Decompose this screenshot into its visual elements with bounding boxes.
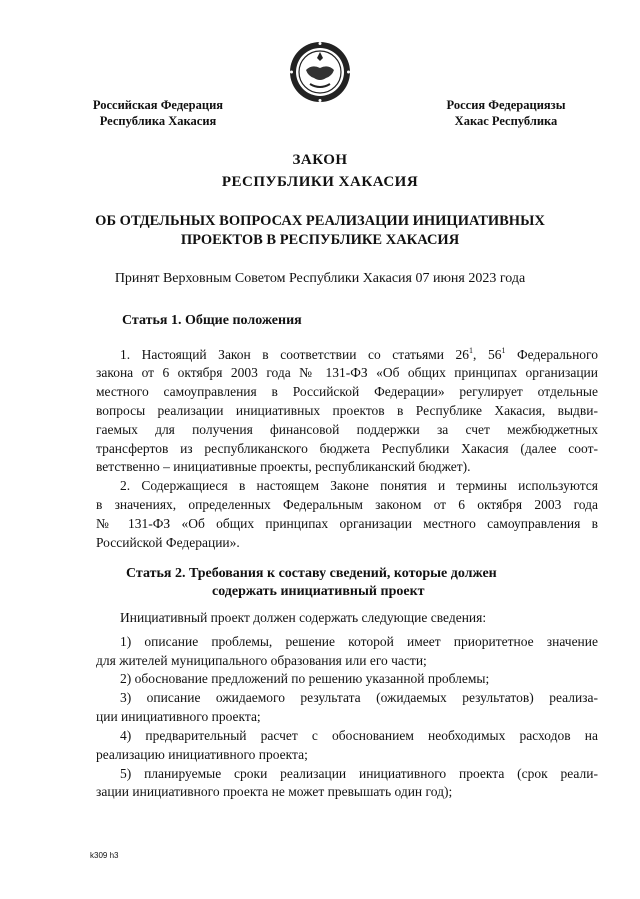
article1-p1-line6: трансфертов из республиканского бюджета Республики Хакасия (далее соот-	[96, 441, 598, 456]
article2-item2: 2) обоснование предложений по решению указанной проблемы;	[120, 671, 490, 686]
footer-code: k309 h3	[90, 851, 119, 860]
article2-item1-line2: для жителей муниципального образования или его части;	[96, 653, 427, 668]
article2-item4-line1: 4) предварительный расчет с обоснованием необходимых расходов на	[120, 728, 598, 743]
article2-item5-line2: зации инициативного проекта не может превышать один год);	[96, 784, 453, 799]
article2-intro: Инициативный проект должен содержать следующие сведения:	[120, 610, 487, 625]
article1-p1-line4: вопросы реализации инициативных проектов в Республике Хакасия, выдви-	[96, 403, 598, 418]
law-title-republic: РЕСПУБЛИКИ ХАКАСИЯ	[221, 174, 419, 190]
article1-p1-line3: местного самоуправления в Российской Федерации» регулирует отдельные	[96, 384, 598, 399]
article1-p1-line1: 1. Настоящий Закон в соответствии со статьями $26^1$, $56^1$ Федерального	[120, 346, 598, 362]
article1-p1-line5: гаемых для получения финансовой поддержки за счет межбюджетных	[96, 422, 598, 437]
header-right	[440, 97, 572, 129]
header-left-country: Российская Федерация	[92, 98, 224, 112]
article2-item1-line1: 1) описание проблемы, решение которой имеет приоритетное значение	[120, 634, 598, 649]
header-right-country: Россия Федерациязы	[446, 98, 566, 112]
article2-item5-line1: 5) планируемые сроки реализации инициативного проекта (срок реали-	[120, 766, 598, 781]
law-subtitle-line1: ОБ ОТДЕЛЬНЫХ ВОПРОСАХ РЕАЛИЗАЦИИ ИНИЦИАТИВНЫХ	[95, 213, 545, 229]
article2-item4-line2: реализацию инициативного проекта;	[96, 747, 308, 762]
article2-heading-line2: содержать инициативный проект	[212, 584, 425, 599]
header-left	[88, 97, 228, 129]
article1-p2-line2: в значениях, определенных Федеральным законом от 6 октября 2003 года	[96, 497, 598, 512]
article1-p1-line2: закона от 6 октября 2003 года № 131-ФЗ «Об общих принципах организации	[96, 365, 598, 380]
article1-heading: Статья 1. Общие положения	[122, 313, 302, 328]
article2-item3-line2: ции инициативного проекта;	[96, 709, 261, 724]
article1-p2-line4: Российской Федерации».	[96, 535, 240, 550]
coat-of-arms-emblem	[288, 40, 352, 104]
article2-item3-line1: 3) описание ожидаемого результата (ожидаемых результатов) реализа-	[120, 690, 598, 705]
law-title: ЗАКОН	[292, 152, 348, 168]
adoption-note: Принят Верховным Советом Республики Хакасия 07 июня 2023 года	[114, 271, 526, 286]
article1-p1-line7: ветственно – инициативные проекты, республиканский бюджет).	[96, 459, 471, 474]
law-subtitle-line2: ПРОЕКТОВ В РЕСПУБЛИКЕ ХАКАСИЯ	[180, 232, 460, 248]
header-right-republic: Хакас Республика	[454, 114, 558, 128]
article1-p2-line1: 2. Содержащиеся в настоящем Законе понятия и термины используются	[120, 478, 598, 493]
article2-heading-line1: Статья 2. Требования к составу сведений, которые должен	[126, 566, 497, 581]
article1-p2-line3: № 131-ФЗ «Об общих принципах организации местного самоуправления в	[96, 516, 598, 531]
header-left-republic: Республика Хакасия	[99, 114, 217, 128]
